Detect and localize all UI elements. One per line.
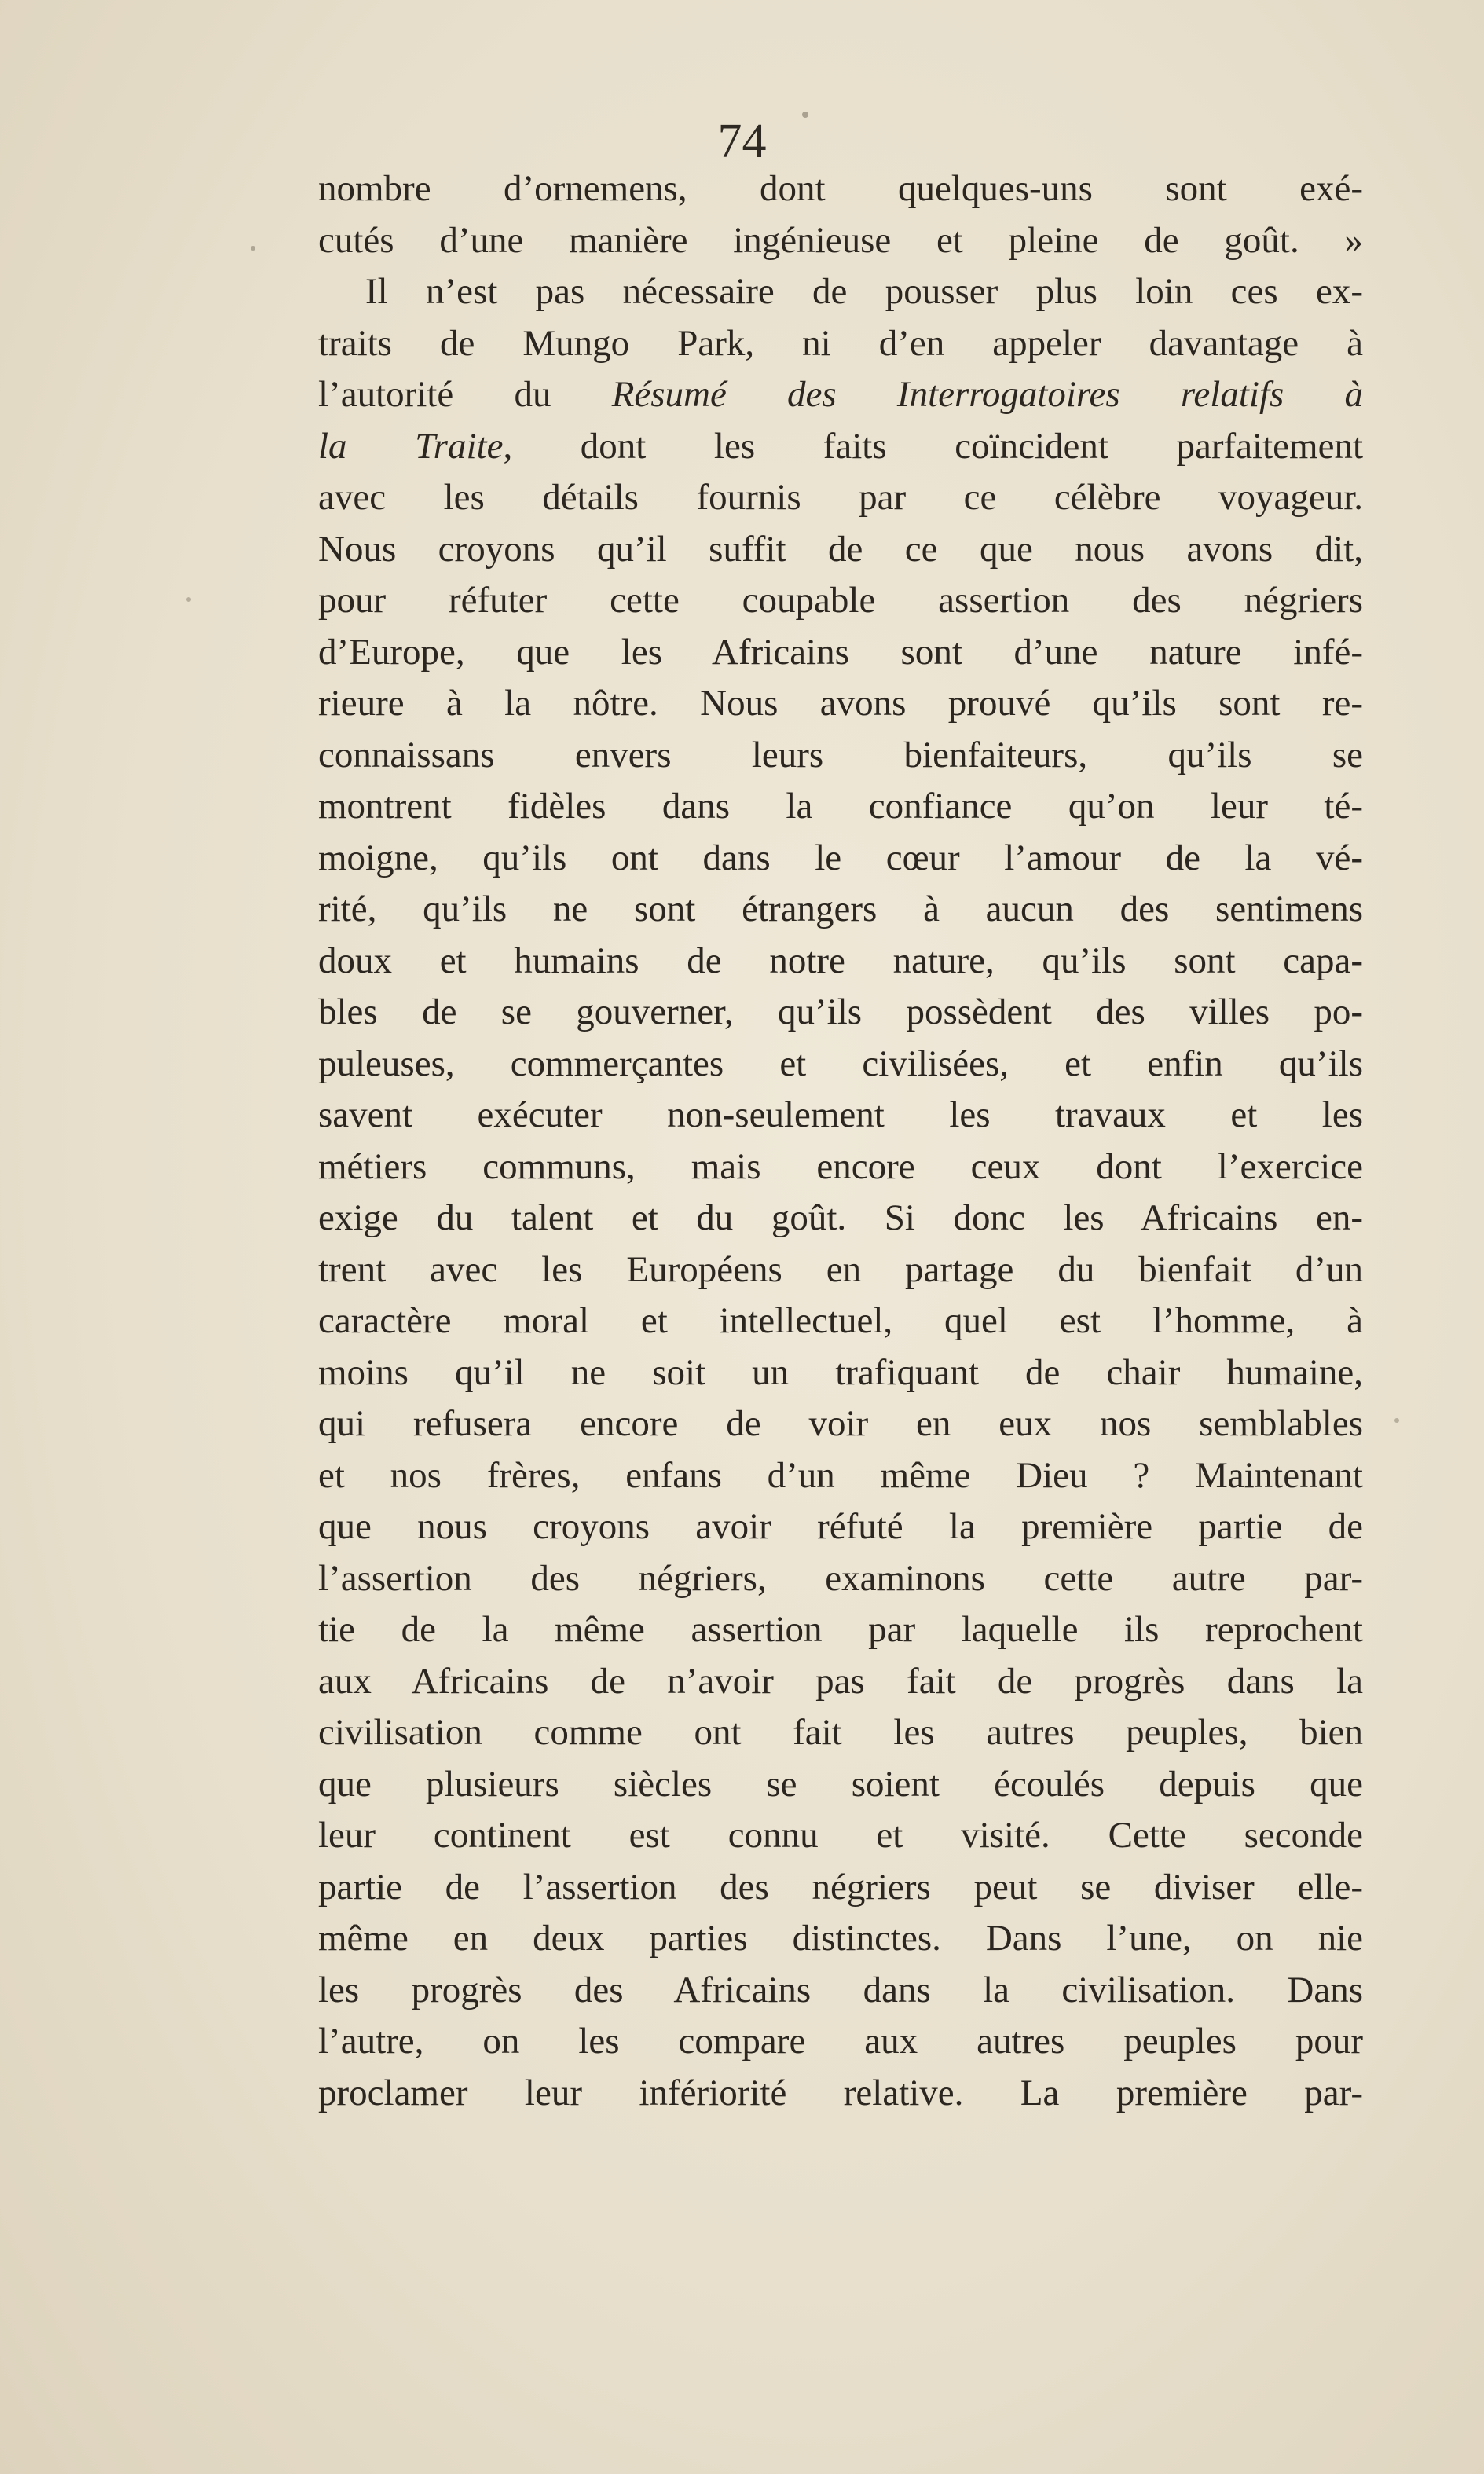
text-line (318, 1296, 1363, 1347)
line-text: moigne, qu’ils ont dans le cœur l’amour de la vé- (318, 837, 1363, 878)
text-line (318, 884, 1363, 936)
line-text: tie de la même assertion par laquelle ils reprochent (318, 1609, 1363, 1650)
text-line (318, 833, 1363, 885)
text-line (318, 730, 1363, 782)
line-text: avec les détails fournis par ce célèbre voyageur. (318, 477, 1363, 518)
italic-title: la Traite (318, 425, 504, 467)
line-text: traits de Mungo Park, ni d’en appeler davantage à (318, 322, 1363, 364)
line-text: l’autorité du (318, 374, 612, 415)
text-line (318, 215, 1363, 267)
text-line (318, 1810, 1363, 1862)
paper-speck (251, 246, 255, 251)
line-text: proclamer leur infériorité relative. La première par- (318, 2072, 1363, 2113)
line-text: trent avec les Européens en partage du bienfait d’un (318, 1248, 1363, 1290)
page-number: 74 (717, 115, 767, 168)
line-text: doux et humains de notre nature, qu’ils sont capa- (318, 940, 1363, 981)
line-text: partie de l’assertion des négriers peut se diviser elle- (318, 1866, 1363, 1908)
line-text: exige du talent et du goût. Si donc les Africains en- (318, 1197, 1363, 1238)
text-line (318, 781, 1363, 833)
text-line (318, 2016, 1363, 2068)
line-text: Nous croyons qu’il suffit de ce que nous avons dit, (318, 528, 1363, 570)
paper-speck (1394, 1418, 1399, 1423)
line-text: rieure à la nôtre. Nous avons prouvé qu’ils sont re- (318, 683, 1363, 724)
text-line (318, 2068, 1363, 2120)
line-text: l’autre, on les compare aux autres peuples pour (318, 2021, 1363, 2062)
text-line (318, 266, 1363, 318)
line-text: pour réfuter cette coupable assertion des négriers (318, 580, 1363, 621)
italic-title: Résumé des Interrogatoires relatifs à (611, 374, 1363, 415)
line-text: Il n’est pas nécessaire de pousser plus loin ces ex- (365, 271, 1363, 312)
line-text: moins qu’il ne soit un trafiquant de chair humaine, (318, 1351, 1363, 1393)
text-line (318, 1193, 1363, 1244)
line-text: montrent fidèles dans la confiance qu’on leur té- (318, 786, 1363, 826)
text-line (318, 1398, 1363, 1450)
text-line (318, 1759, 1363, 1811)
line-text: nombre d’ornemens, dont quelques-uns sont exé- (318, 168, 1363, 209)
line-text: qui refusera encore de voir en eux nos semblables (318, 1403, 1363, 1444)
line-text: que plusieurs siècles se soient écoulés depuis que (318, 1763, 1363, 1805)
text-line (318, 1913, 1363, 1965)
text-line (318, 1450, 1363, 1502)
text-line (318, 1707, 1363, 1759)
line-text: , dont les faits coïncident parfaitement (503, 425, 1364, 467)
text-line (318, 1604, 1363, 1656)
line-text: aux Africains de n’avoir pas fait de progrès dans la (318, 1660, 1363, 1702)
text-line (318, 678, 1363, 730)
text-line (318, 987, 1363, 1039)
text-line (318, 627, 1363, 679)
line-text: savent exécuter non-seulement les travaux et les (318, 1094, 1363, 1135)
text-line (318, 524, 1363, 576)
text-line (318, 318, 1363, 370)
text-line (318, 1656, 1363, 1708)
text-line (318, 1039, 1363, 1090)
text-line (318, 1862, 1363, 1914)
line-text: bles de se gouverner, qu’ils possèdent des villes po- (318, 991, 1363, 1032)
text-line (318, 1965, 1363, 2017)
line-text: et nos frères, enfans d’un même Dieu ? Maintenant (318, 1454, 1363, 1496)
text-line (318, 1142, 1363, 1193)
line-text: connaissans envers leurs bienfaiteurs, qu’ils se (318, 734, 1363, 775)
text-line (318, 369, 1363, 421)
body-text (318, 163, 1363, 2119)
line-text: les progrès des Africains dans la civilisation. Dans (318, 1969, 1363, 2010)
line-text: métiers communs, mais encore ceux dont l’exercice (318, 1145, 1363, 1187)
text-line (318, 575, 1363, 627)
line-text: même en deux parties distinctes. Dans l’une, on nie (318, 1918, 1363, 1959)
text-line (318, 1244, 1363, 1296)
text-line (318, 472, 1363, 524)
text-line (318, 1501, 1363, 1553)
line-text: d’Europe, que les Africains sont d’une nature infé- (318, 631, 1363, 673)
line-text: puleuses, commerçantes et civilisées, et enfin qu’ils (318, 1043, 1363, 1084)
line-text: rité, qu’ils ne sont étrangers à aucun des sentimens (318, 889, 1363, 929)
line-text: civilisation comme ont fait les autres peuples, bien (318, 1712, 1363, 1753)
text-line (318, 1090, 1363, 1142)
line-text: leur continent est connu et visité. Cette seconde (318, 1815, 1363, 1856)
text-line (318, 421, 1363, 473)
line-text: cutés d’une manière ingénieuse et pleine de goût. » (318, 219, 1363, 261)
paper-speck (186, 597, 191, 602)
line-text: l’assertion des négriers, examinons cette autre par- (318, 1557, 1363, 1599)
text-line (318, 936, 1363, 988)
text-line (318, 1347, 1363, 1399)
line-text: caractère moral et intellectuel, quel est l’homme, à (318, 1300, 1363, 1341)
text-line (318, 163, 1363, 215)
line-text: que nous croyons avoir réfuté la première partie de (318, 1506, 1363, 1547)
text-line (318, 1553, 1363, 1605)
